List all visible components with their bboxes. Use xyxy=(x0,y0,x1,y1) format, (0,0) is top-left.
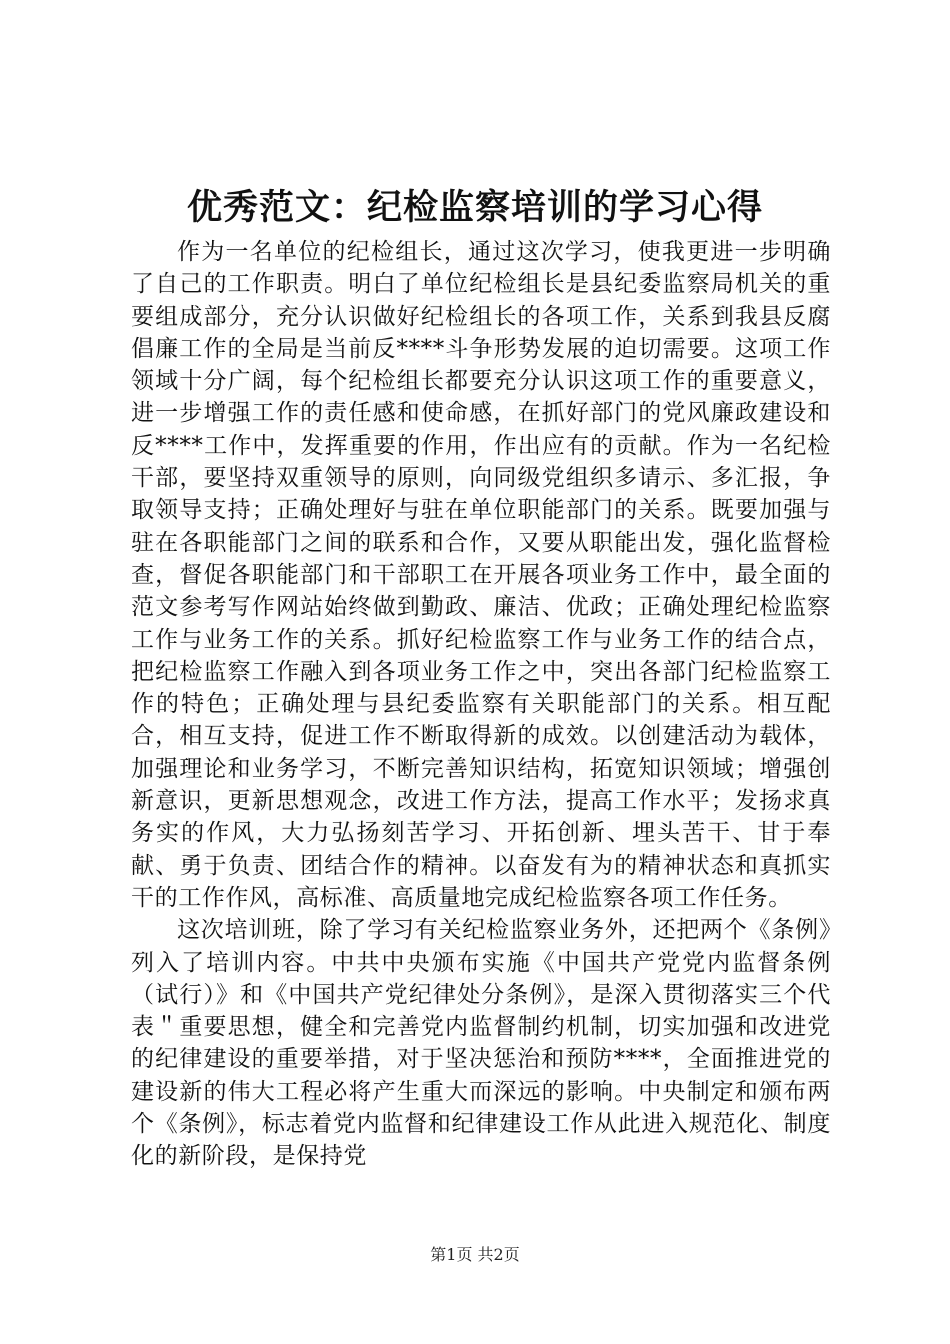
document-title: 优秀范文：纪检监察培训的学习心得 xyxy=(186,187,763,228)
document-body xyxy=(131,236,831,1173)
page-number-footer: 第1页 共2页 xyxy=(430,1245,520,1264)
paragraph-1: 作为一名单位的纪检组长，通过这次学习，使我更进一步明确了自己的工作职责。明白了单位纪检组长是县纪委监察局机关的重要组成部分，充分认识做好纪检组长的各项工作，关系到我县反腐倡廉工作的全局是当前反****斗争形势发展的迫切需要。这项工作领域十分广阔，每个纪检组长都要充分认识这项工作的重要意义，进一步增强工作的责任感和使命感，在抓好部门的党风廉政建设和反****工作中，发挥重要的作用，作出应有的贡献。作为一名纪检干部，要坚持双重领导的原则，向同级党组织多请示、多汇报，争取领导支持；正确处理好与驻在单位职能部门的关系。既要加强与驻在各职能部门之间的联系和合作，又要从职能出发，强化监督检查，督促各职能部门和干部职工在开展各项业务工作中，最全面的范文参考写作网站始终做到勤政、廉洁、优政；正确处理纪检监察工作与业务工作的关系。抓好纪检监察工作与业务工作的结合点，把纪检监察工作融入到各项业务工作之中，突出各部门纪检监察工作的特色；正确处理与县纪委监察有关职能部门的关系。相互配合，相互支持，促进工作不断取得新的成效。以创建活动为载体，加强理论和业务学习，不断完善知识结构，拓宽知识领域；增强创新意识，更新思想观念，改进工作方法，提高工作水平；发扬求真务实的作风，大力弘扬刻苦学习、开拓创新、埋头苦干、甘于奉献、勇于负责、团结合作的精神。以奋发有为的精神状态和真抓实干的工作作风，高标准、高质量地完成纪检监察各项工作任务。 xyxy=(131,239,831,911)
paragraph-2: 这次培训班，除了学习有关纪检监察业务外，还把两个《条例》列入了培训内容。中共中央颁布实施《中国共产党党内监督条例（试行）》和《中国共产党纪律处分条例》，是深入贯彻落实三个代表＂重要思想，健全和完善党内监督制约机制，切实加强和改进党的纪律建设的重要举措，对于坚决惩治和预防****，全面推进党的建设新的伟大工程必将产生重大而深远的影响。中央制定和颁布两个《条例》，标志着党内监督和纪律建设工作从此进入规范化、制度化的新阶段，是保持党 xyxy=(131,917,831,1170)
